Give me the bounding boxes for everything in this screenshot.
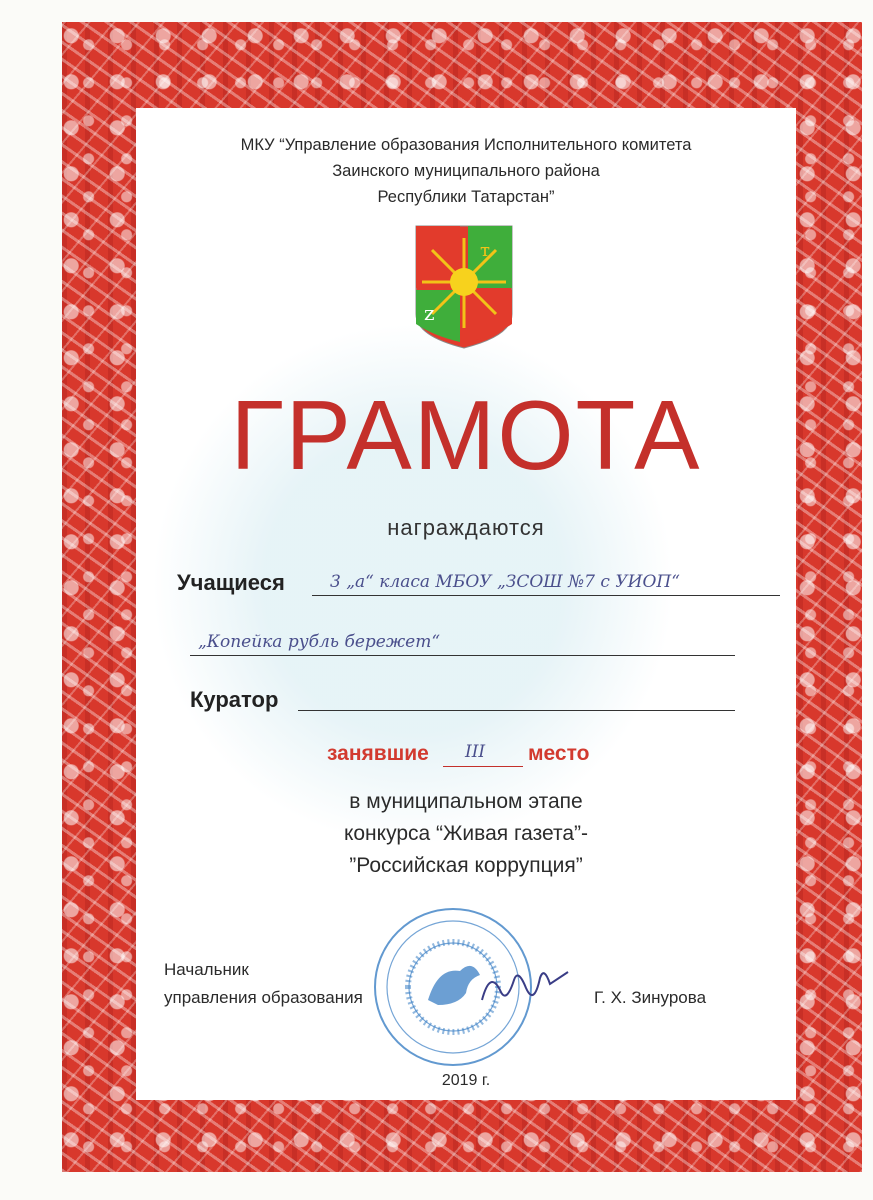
issuer-line-2: Заинского муниципального района <box>332 162 600 180</box>
awarded-caption: награждаются <box>387 515 545 540</box>
students-line <box>312 595 780 596</box>
students-handwritten-2: „Копейка рубль бережет“ <box>198 632 441 652</box>
description-line-2: конкурса “Живая газета”- <box>343 822 589 845</box>
students-label: Учащиеся <box>177 570 285 595</box>
signature-icon <box>478 960 573 1015</box>
curator-label: Куратор <box>190 687 279 712</box>
coat-of-arms-icon <box>414 224 514 350</box>
svg-text:т: т <box>480 240 490 261</box>
competition-description <box>136 786 796 882</box>
issuer-line-3: Республики Татарстан” <box>377 188 555 206</box>
signatory-name: Г. Х. Зинурова <box>594 988 707 1007</box>
signatory-position-2: управления образования <box>164 988 363 1007</box>
issuer-line-1: МКУ “Управление образования Исполнительного комитета <box>240 136 692 154</box>
place-value: III <box>465 742 486 762</box>
issuer-header <box>136 132 796 210</box>
description-line-1: в муниципальном этапе <box>349 790 583 813</box>
curator-line <box>298 710 735 711</box>
place-line <box>443 766 523 767</box>
svg-text:z: z <box>424 301 435 325</box>
certificate-title: ГРАМОТА <box>230 380 702 490</box>
signatory-position-1: Начальник <box>164 960 249 979</box>
description-line-3: ”Российская коррупция” <box>349 854 583 877</box>
place-prefix: занявшие <box>327 742 429 765</box>
certificate-year: 2019 г. <box>441 1072 491 1089</box>
students-line-2 <box>190 655 735 656</box>
place-suffix: место <box>528 742 590 765</box>
students-handwritten-1: 3 „а“ класа МБОУ „ЗСОШ №7 с УИОП“ <box>330 572 680 592</box>
